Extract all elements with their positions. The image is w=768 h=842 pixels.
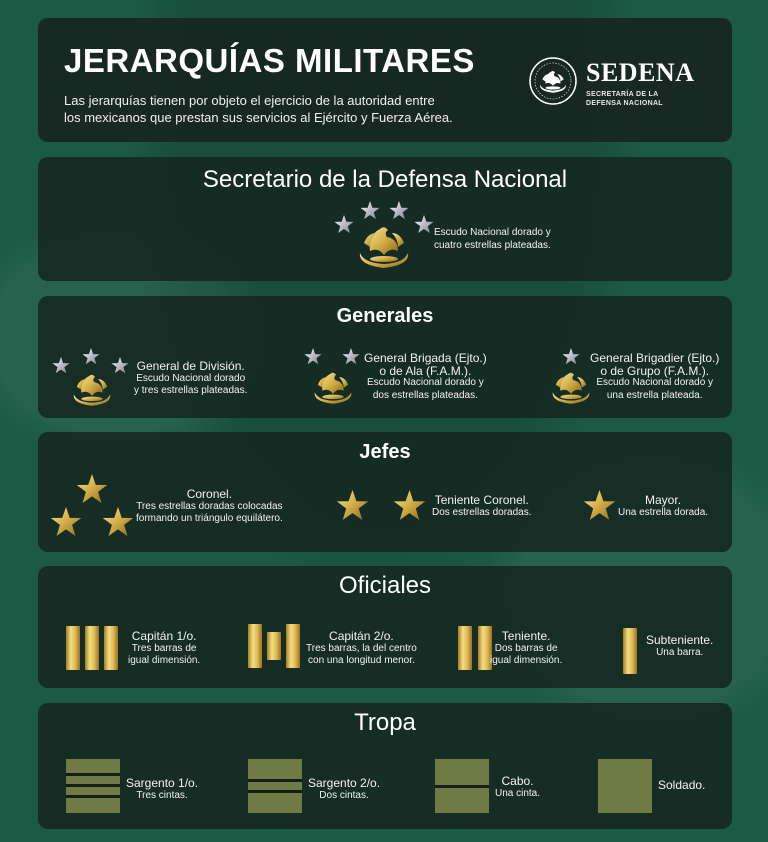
eagle-seal-icon <box>315 373 352 404</box>
gold-bar-icon <box>286 624 300 668</box>
tropa-title: Tropa <box>354 709 416 736</box>
silver-star-icon <box>342 348 359 364</box>
jefes-panel <box>38 432 732 552</box>
subteniente-text: Subteniente. Una barra. <box>646 633 714 658</box>
eagle-seal-icon <box>553 373 590 404</box>
gold-bar-icon <box>267 632 281 660</box>
gold-star-icon <box>51 507 81 536</box>
general-brigadier-text: General Brigadier (Ejto.) o de Grupo (F.A.M.). Escudo Nacional dorado y una estrella plateada. <box>590 351 720 401</box>
generales-title: Generales <box>336 305 434 327</box>
silver-star-icon <box>111 357 128 373</box>
general-brigada-text: General Brigada (Ejto.) o de Ala (F.A.M.). Escudo Nacional dorado y dos estrellas plateadas. <box>364 351 487 401</box>
gold-star-icon <box>103 507 133 536</box>
general-brigada-insignia <box>304 348 364 406</box>
silver-star-icon <box>390 201 409 219</box>
gold-bar-icon <box>623 628 637 674</box>
page-title: JERARQUÍAS MILITARES <box>64 42 475 79</box>
secretario-title: Secretario de la Defensa Nacional <box>202 166 568 193</box>
logo-name: SEDENA <box>586 58 695 87</box>
gold-bar-icon <box>85 626 99 670</box>
silver-star-icon <box>562 348 579 364</box>
silver-star-icon <box>304 348 321 364</box>
logo-subtitle-line-2: DEFENSA NACIONAL <box>586 100 663 107</box>
soldado-insignia <box>598 759 652 813</box>
general-division-insignia <box>52 348 132 406</box>
cabo-insignia <box>435 759 489 813</box>
jefes-title: Jefes <box>359 441 411 463</box>
logo-subtitle <box>586 90 696 108</box>
eagle-seal-icon <box>74 375 111 406</box>
sargento-1-text: Sargento 1/o. Tres cintas. <box>126 776 199 801</box>
silver-star-icon <box>52 357 69 373</box>
mayor-text: Mayor. Una estrella dorada. <box>618 493 709 518</box>
general-division-text: General de División. Escudo Nacional dorado y tres estrellas plateadas. <box>134 359 248 396</box>
secretario-insignia <box>334 201 434 273</box>
description-line-2: los mexicanos que prestan sus servicios al Ejército y Fuerza Aérea. <box>64 110 453 125</box>
teniente-text: Teniente. Dos barras de igual dimensión. <box>490 629 563 666</box>
tropa-panel <box>38 703 732 829</box>
silver-star-icon <box>361 201 380 219</box>
capitan-2-text: Capitán 2/o. Tres barras, la del centro con una longitud menor. <box>306 629 417 666</box>
coronel-insignia <box>50 474 136 540</box>
oficiales-title: Oficiales <box>338 572 432 599</box>
subteniente-insignia <box>623 626 639 676</box>
secretario-panel <box>38 157 732 281</box>
secretario-description: Escudo Nacional dorado y cuatro estrellas plateadas. <box>434 227 551 251</box>
teniente-coronel-text: Teniente Coronel. Dos estrellas doradas. <box>432 493 532 518</box>
sargento-1-insignia <box>66 759 120 813</box>
capitan-1-text: Capitán 1/o. Tres barras de igual dimensión. <box>128 629 201 666</box>
gold-bar-icon <box>458 626 472 670</box>
coronel-text: Coronel. Tres estrellas doradas colocadas formando un triángulo equilátero. <box>136 487 283 524</box>
mayor-insignia <box>583 490 617 524</box>
teniente-coronel-insignia <box>336 490 430 524</box>
gold-star-icon <box>584 490 615 520</box>
capitan-1-insignia <box>66 624 120 670</box>
description-line-1: Las jerarquías tienen por objeto el ejercicio de la autoridad entre <box>64 93 435 108</box>
header-panel <box>38 18 732 142</box>
gold-star-icon <box>394 490 425 520</box>
silver-star-icon <box>335 215 354 233</box>
cabo-text: Cabo. Una cinta. <box>495 774 541 799</box>
gold-bar-icon <box>248 624 262 668</box>
eagle-seal-icon <box>528 56 578 106</box>
olive-stripe-patch-icon <box>598 759 652 813</box>
olive-stripe-patch-icon <box>248 759 302 813</box>
logo-subtitle-line-1: SECRETARÍA DE LA <box>586 91 659 98</box>
soldado-text: Soldado. <box>658 778 706 792</box>
gold-bar-icon <box>104 626 118 670</box>
silver-star-icon <box>82 348 99 364</box>
gold-star-icon <box>337 490 368 520</box>
sargento-2-text: Sargento 2/o. Dos cintas. <box>308 776 381 801</box>
gold-star-icon <box>77 474 107 503</box>
teniente-insignia <box>458 624 494 670</box>
sargento-2-insignia <box>248 759 302 813</box>
oficiales-panel <box>38 566 732 688</box>
capitan-2-insignia <box>248 622 302 670</box>
generales-panel <box>38 296 732 418</box>
gold-bar-icon <box>66 626 80 670</box>
eagle-seal-icon <box>360 227 408 268</box>
silver-star-icon <box>415 215 434 233</box>
page-description <box>64 92 504 126</box>
